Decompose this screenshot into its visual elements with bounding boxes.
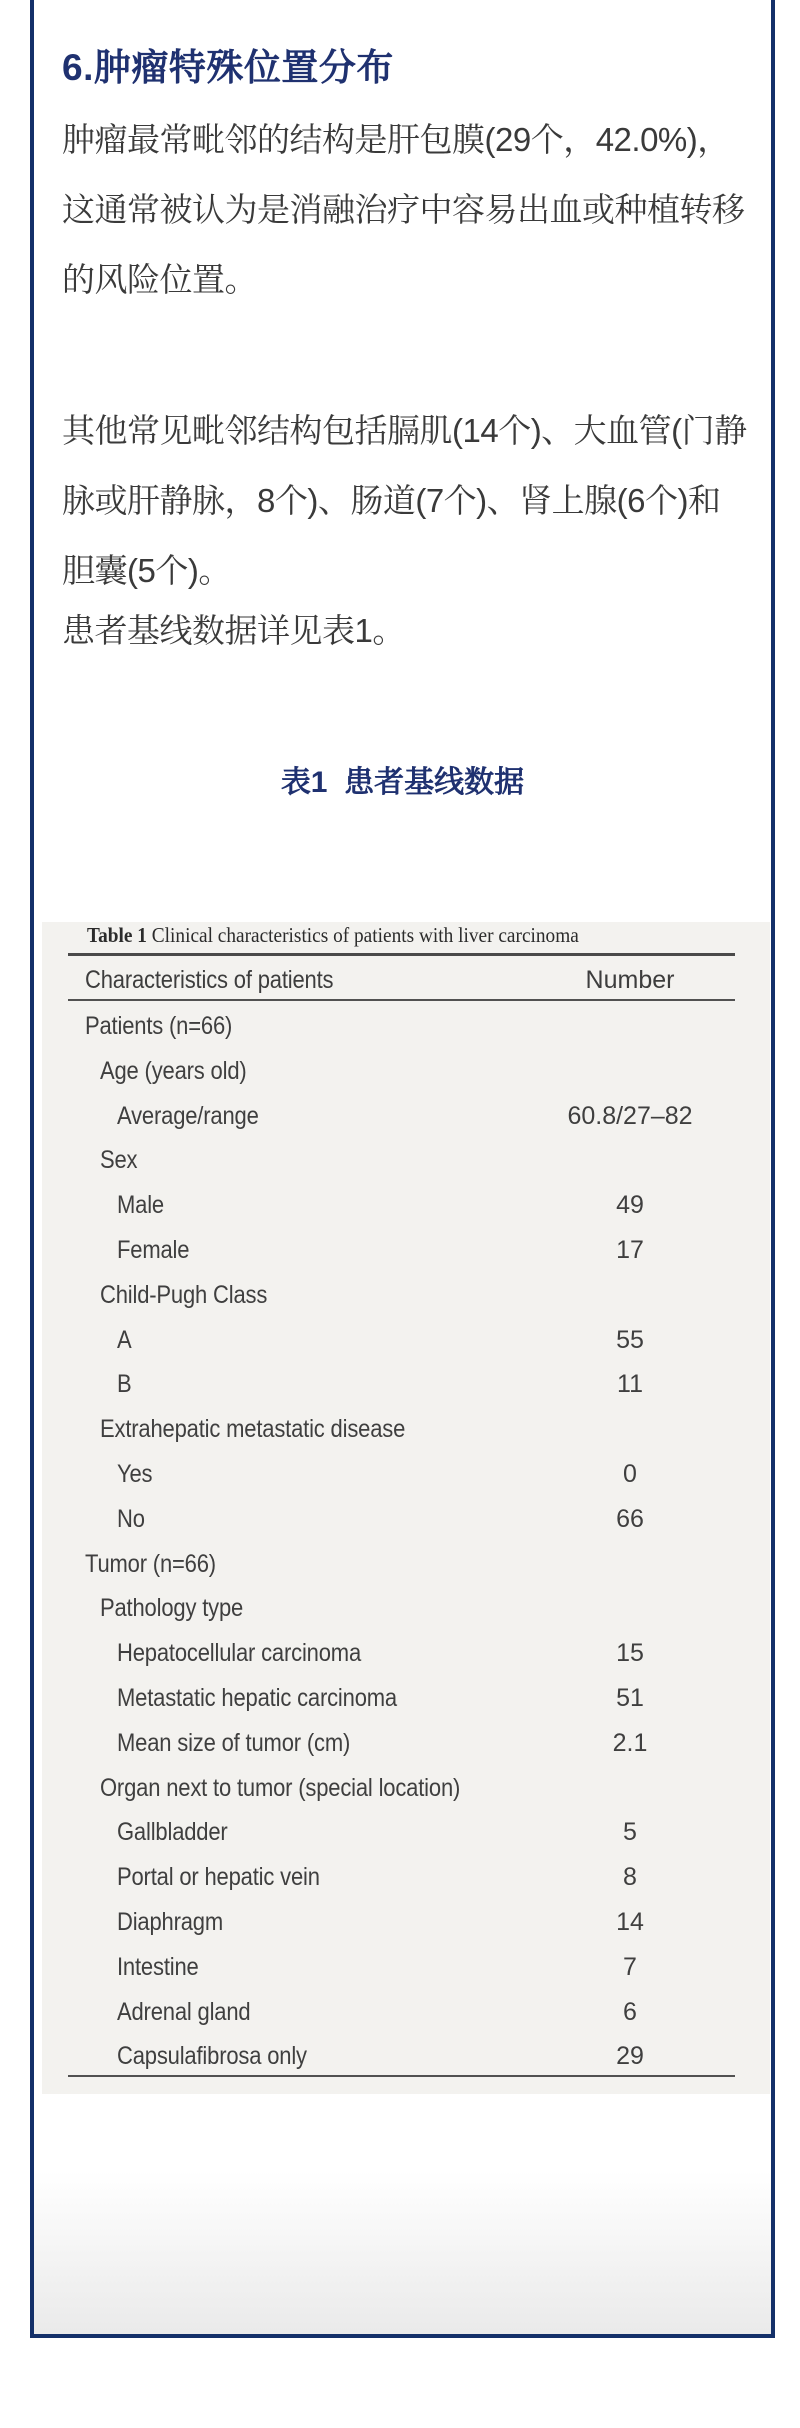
table-row [42, 1586, 770, 1631]
table-row [42, 1497, 770, 1542]
table-row [42, 1407, 770, 1452]
table-body [42, 1004, 770, 2079]
table-row [42, 1855, 770, 1900]
row-value: 5 [623, 1818, 637, 1847]
table1-title-label: Table 1 [87, 923, 147, 947]
table-row [42, 1945, 770, 1990]
text-line: 脉或肝静脉，8个)、肠道(7个)、肾上腺(6个)和 [62, 482, 721, 519]
row-label: Portal or hepatic vein [117, 1863, 320, 1892]
content-frame [30, 0, 775, 2338]
row-label: Organ next to tumor (special location) [100, 1773, 461, 1802]
row-value: 60.8/27–82 [567, 1101, 693, 1130]
row-label: No [117, 1504, 145, 1533]
row-value: 15 [616, 1639, 644, 1668]
row-label: A [117, 1325, 132, 1354]
table1-screenshot [42, 922, 770, 2094]
table1-title [87, 922, 579, 948]
table-header-row [42, 965, 770, 995]
row-value: 66 [616, 1504, 644, 1533]
row-value: 6 [623, 1997, 637, 2026]
text-line: 这通常被认为是消融治疗中容易出血或种植转移 [62, 191, 745, 228]
table-row [42, 1138, 770, 1183]
table-row [42, 1452, 770, 1497]
paragraph-adjacent-structures [62, 396, 747, 606]
table-row [42, 1810, 770, 1855]
table-row [42, 1183, 770, 1228]
table1-title-text: Clinical characteristics of patients with liver carcinoma [146, 923, 579, 947]
table-row [42, 1542, 770, 1587]
table-row [42, 1273, 770, 1318]
row-label: Female [117, 1235, 190, 1264]
row-value: 0 [623, 1459, 637, 1488]
paragraph-baseline-reference [62, 596, 405, 666]
row-label: Extrahepatic metastatic disease [100, 1415, 406, 1444]
row-value: 11 [617, 1370, 643, 1399]
row-value: 14 [616, 1907, 644, 1936]
text-line: 其他常见毗邻结构包括膈肌(14个)、大血管(门静 [62, 412, 747, 449]
table-top-rule [68, 953, 735, 956]
table-row [42, 1721, 770, 1766]
row-label: Hepatocellular carcinoma [117, 1639, 362, 1668]
paragraph-tumor-location [62, 105, 745, 315]
text-line: 患者基线数据详见表1。 [62, 612, 405, 649]
row-label: Sex [100, 1146, 138, 1175]
text-line: 肿瘤最常毗邻的结构是肝包膜(29个，42.0%)， [62, 121, 730, 158]
row-label: Metastatic hepatic carcinoma [117, 1683, 397, 1712]
row-value: 8 [623, 1863, 637, 1892]
row-label: Adrenal gland [117, 1997, 251, 2026]
row-value: 29 [616, 2042, 644, 2071]
row-label: Patients (n=66) [85, 1012, 233, 1040]
text-line: 的风险位置。 [62, 261, 257, 298]
table-row [42, 1228, 770, 1273]
table-header-rule [68, 999, 735, 1001]
table-row [42, 1990, 770, 2035]
table-row [42, 1631, 770, 1676]
row-value: 2.1 [612, 1728, 648, 1757]
row-label: Capsulafibrosa only [117, 2042, 307, 2071]
table-row [42, 1676, 770, 1721]
table-row [42, 1766, 770, 1811]
row-label: Gallbladder [117, 1818, 228, 1847]
table-row [42, 1900, 770, 1945]
column-header-characteristics: Characteristics of patients [85, 966, 334, 994]
text-line: 胆囊(5个)。 [62, 552, 231, 589]
column-header-number: Number [585, 966, 675, 994]
row-label: B [117, 1370, 132, 1399]
row-value: 49 [616, 1191, 644, 1220]
row-label: Tumor (n=66) [85, 1549, 216, 1578]
row-value: 7 [623, 1952, 637, 1981]
section-title: 6.肿瘤特殊位置分布 [62, 47, 394, 88]
table-row [42, 1004, 770, 1049]
row-label: Mean size of tumor (cm) [117, 1728, 351, 1757]
row-label: Pathology type [100, 1594, 244, 1623]
table-row [42, 1049, 770, 1094]
row-label: Diaphragm [117, 1907, 224, 1936]
table-row [42, 1094, 770, 1139]
row-label: Child-Pugh Class [100, 1280, 268, 1309]
row-value: 55 [616, 1325, 644, 1354]
row-label: Male [117, 1191, 164, 1220]
table-row [42, 1318, 770, 1363]
table-row [42, 2034, 770, 2079]
row-value: 51 [616, 1683, 644, 1712]
row-label: Average/range [117, 1101, 259, 1130]
row-value: 17 [616, 1235, 644, 1264]
row-label: Age (years old) [100, 1056, 247, 1085]
table-row [42, 1362, 770, 1407]
table-bottom-rule [68, 2075, 735, 2077]
row-label: Yes [117, 1459, 153, 1488]
table-caption: 表1 患者基线数据 [280, 766, 525, 799]
row-label: Intestine [117, 1952, 199, 1981]
